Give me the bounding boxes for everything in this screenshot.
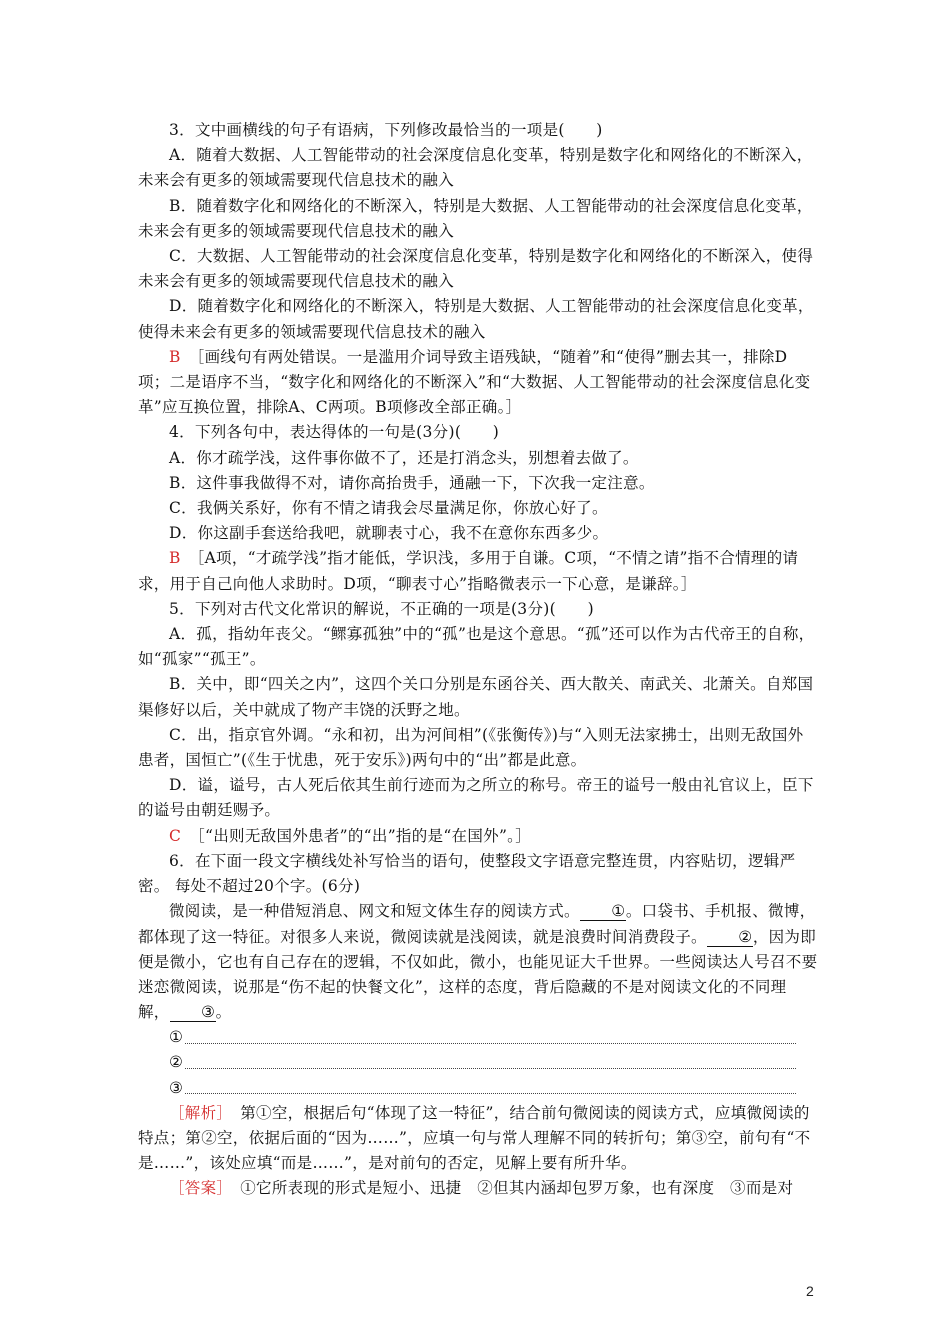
question-3-option-c: C．大数据、人工智能带动的社会深度信息化变革，特别是数字化和网络化的不断深入，使得未来会有更多的领域需要现代信息技术的融入 xyxy=(138,247,814,291)
dotted-rule xyxy=(185,1093,796,1094)
question-4-stem: 4．下列各句中，表达得体的一句是(3分)( ) xyxy=(169,423,500,442)
question-5-option-c: C．出，指京官外调。“永和初，出为河间相”(《张衡传》)与“入则无法家拂士，出则无敌国外患者，国恒亡”(《生于忧患，死于安乐》)两句中的“出”都是此意。 xyxy=(138,725,804,770)
answer-line-1 xyxy=(138,1025,818,1050)
answer-explanation: ［A项，“才疏学浅”指才能低，学识浅，多用于自谦。C项，“不情之请”指不合情理的请求，用于自己向他人求助时。D项，“聊表寸心”指略微表示一下心意，是谦辞。］ xyxy=(138,549,799,593)
page-content xyxy=(138,118,818,1202)
answer-line-number: ③ xyxy=(169,1078,184,1097)
answer-explanation: ［“出则无敌国外患者”的“出”指的是“在国外”。］ xyxy=(196,826,532,845)
passage-text: 。口袋书、手机报、微博，都体现了这一特征。对很多人来说，微阅读就是浅阅读，就是浪费时间消费段子。 xyxy=(138,902,816,946)
answer-letter: C xyxy=(169,826,182,845)
answer-explanation: ［画线句有两处错误。一是滥用介词导致主语残缺，“随着”和“使得”删去其一，排除D项；二是语序不当，“数字化和网络化的不断深入”和“大数据、人工智能带动的社会深度信息化变革”应互换位置，排除A、C两项。B项修改全部正确。］ xyxy=(138,347,811,417)
fill-blank-2: ② xyxy=(707,928,753,947)
question-4-option-c: C．我俩关系好，你有不情之请我会尽量满足你，你放心好了。 xyxy=(169,499,608,518)
answer-line-number: ① xyxy=(169,1028,184,1047)
question-3-stem: 3．文中画横线的句子有语病，下列修改最恰当的一项是( ) xyxy=(169,121,603,139)
question-3-option-d: D．随着数字化和网络化的不断深入，特别是大数据、人工智能带动的社会深度信息化变革，使得未来会有更多的领域需要现代信息技术的融入 xyxy=(138,297,814,341)
question-4-option-d: D．你这副手套送给我吧，就聊表寸心，我不在意你东西多少。 xyxy=(169,524,609,543)
answer-letter: B xyxy=(169,347,181,366)
question-4-option-a: A．你才疏学浅，这件事你做不了，还是打消念头，别想着去做了。 xyxy=(169,448,639,467)
answer-tag: ［答案］ xyxy=(169,1179,225,1198)
dotted-rule xyxy=(185,1068,796,1069)
passage-text: 微阅读，是一种借短消息、网文和短文体生存的阅读方式。 xyxy=(169,902,580,921)
dotted-rule xyxy=(185,1043,796,1044)
question-5-option-a: A．孤，指幼年丧父。“鳏寡孤独”中的“孤”也是这个意思。“孤”还可以作为古代帝王的自称，如“孤家”“孤王”。 xyxy=(138,625,815,669)
question-4-answer xyxy=(138,546,818,596)
analysis-text: 第①空，根据后句“体现了这一特征”，结合前句微阅读的阅读方式，应填微阅读的特点；第②空，依据后面的“因为……”，应填一句与常人理解不同的转折句；第③空，前句有“不是……”，该处应填“而是……”，是对前句的否定，见解上要有所升华。 xyxy=(138,1103,811,1173)
page-number: 2 xyxy=(806,1283,814,1299)
question-5-answer xyxy=(138,824,818,849)
question-6-analysis xyxy=(138,1101,818,1177)
answer-line-3 xyxy=(138,1076,818,1101)
question-6-stem: 6．在下面一段文字横线处补写恰当的语句，使整段文字语意完整连贯，内容贴切，逻辑严密。 每处不超过20个字。(6分) xyxy=(138,851,796,896)
question-4-option-b: B．这件事我做得不对，请你高抬贵手，通融一下，下次我一定注意。 xyxy=(169,473,655,492)
question-3-answer xyxy=(138,345,818,421)
passage-text: ，因为即便是微小，它也有自己存在的逻辑，不仅如此，微小，也能见证大千世界。一些阅读达人号召不要迷恋微阅读，说那是“伤不起的快餐文化”，这样的态度，背后隐藏的不是对阅读文化的不同理解， xyxy=(138,927,818,1022)
question-6-answer xyxy=(138,1176,818,1201)
question-5-stem: 5．下列对古代文化常识的解说，不正确的一项是(3分)( ) xyxy=(169,599,594,618)
question-3-option-b: B．随着数字化和网络化的不断深入，特别是大数据、人工智能带动的社会深度信息化变革，未来会有更多的领域需要现代信息技术的融入 xyxy=(138,196,813,240)
question-6-passage xyxy=(138,899,818,1025)
fill-blank-1: ① xyxy=(580,902,626,921)
question-5-option-b: B．关中，即“四关之内”，这四个关口分别是东函谷关、西大散关、南武关、北萧关。自郑国渠修好以后，关中就成了物产丰饶的沃野之地。 xyxy=(138,675,814,719)
answer-line-2 xyxy=(138,1051,818,1076)
question-3-option-a: A．随着大数据、人工智能带动的社会深度信息化变革，特别是数字化和网络化的不断深入，未来会有更多的领域需要现代信息技术的融入 xyxy=(138,146,813,190)
question-5-option-d: D．谥，谥号，古人死后依其生前行迹而为之所立的称号。帝王的谥号一般由礼官议上，臣下的谥号由朝廷赐予。 xyxy=(138,776,814,820)
passage-text: 。 xyxy=(215,1003,232,1022)
answer-line-number: ② xyxy=(169,1053,184,1072)
fill-blank-3: ③ xyxy=(170,1003,216,1022)
answer-text: ①它所表现的形式是短小、迅捷 ②但其内涵却包罗万象，也有深度 ③而是对 xyxy=(224,1179,794,1198)
answer-letter: B xyxy=(169,549,181,568)
analysis-tag: ［解析］ xyxy=(169,1103,225,1122)
